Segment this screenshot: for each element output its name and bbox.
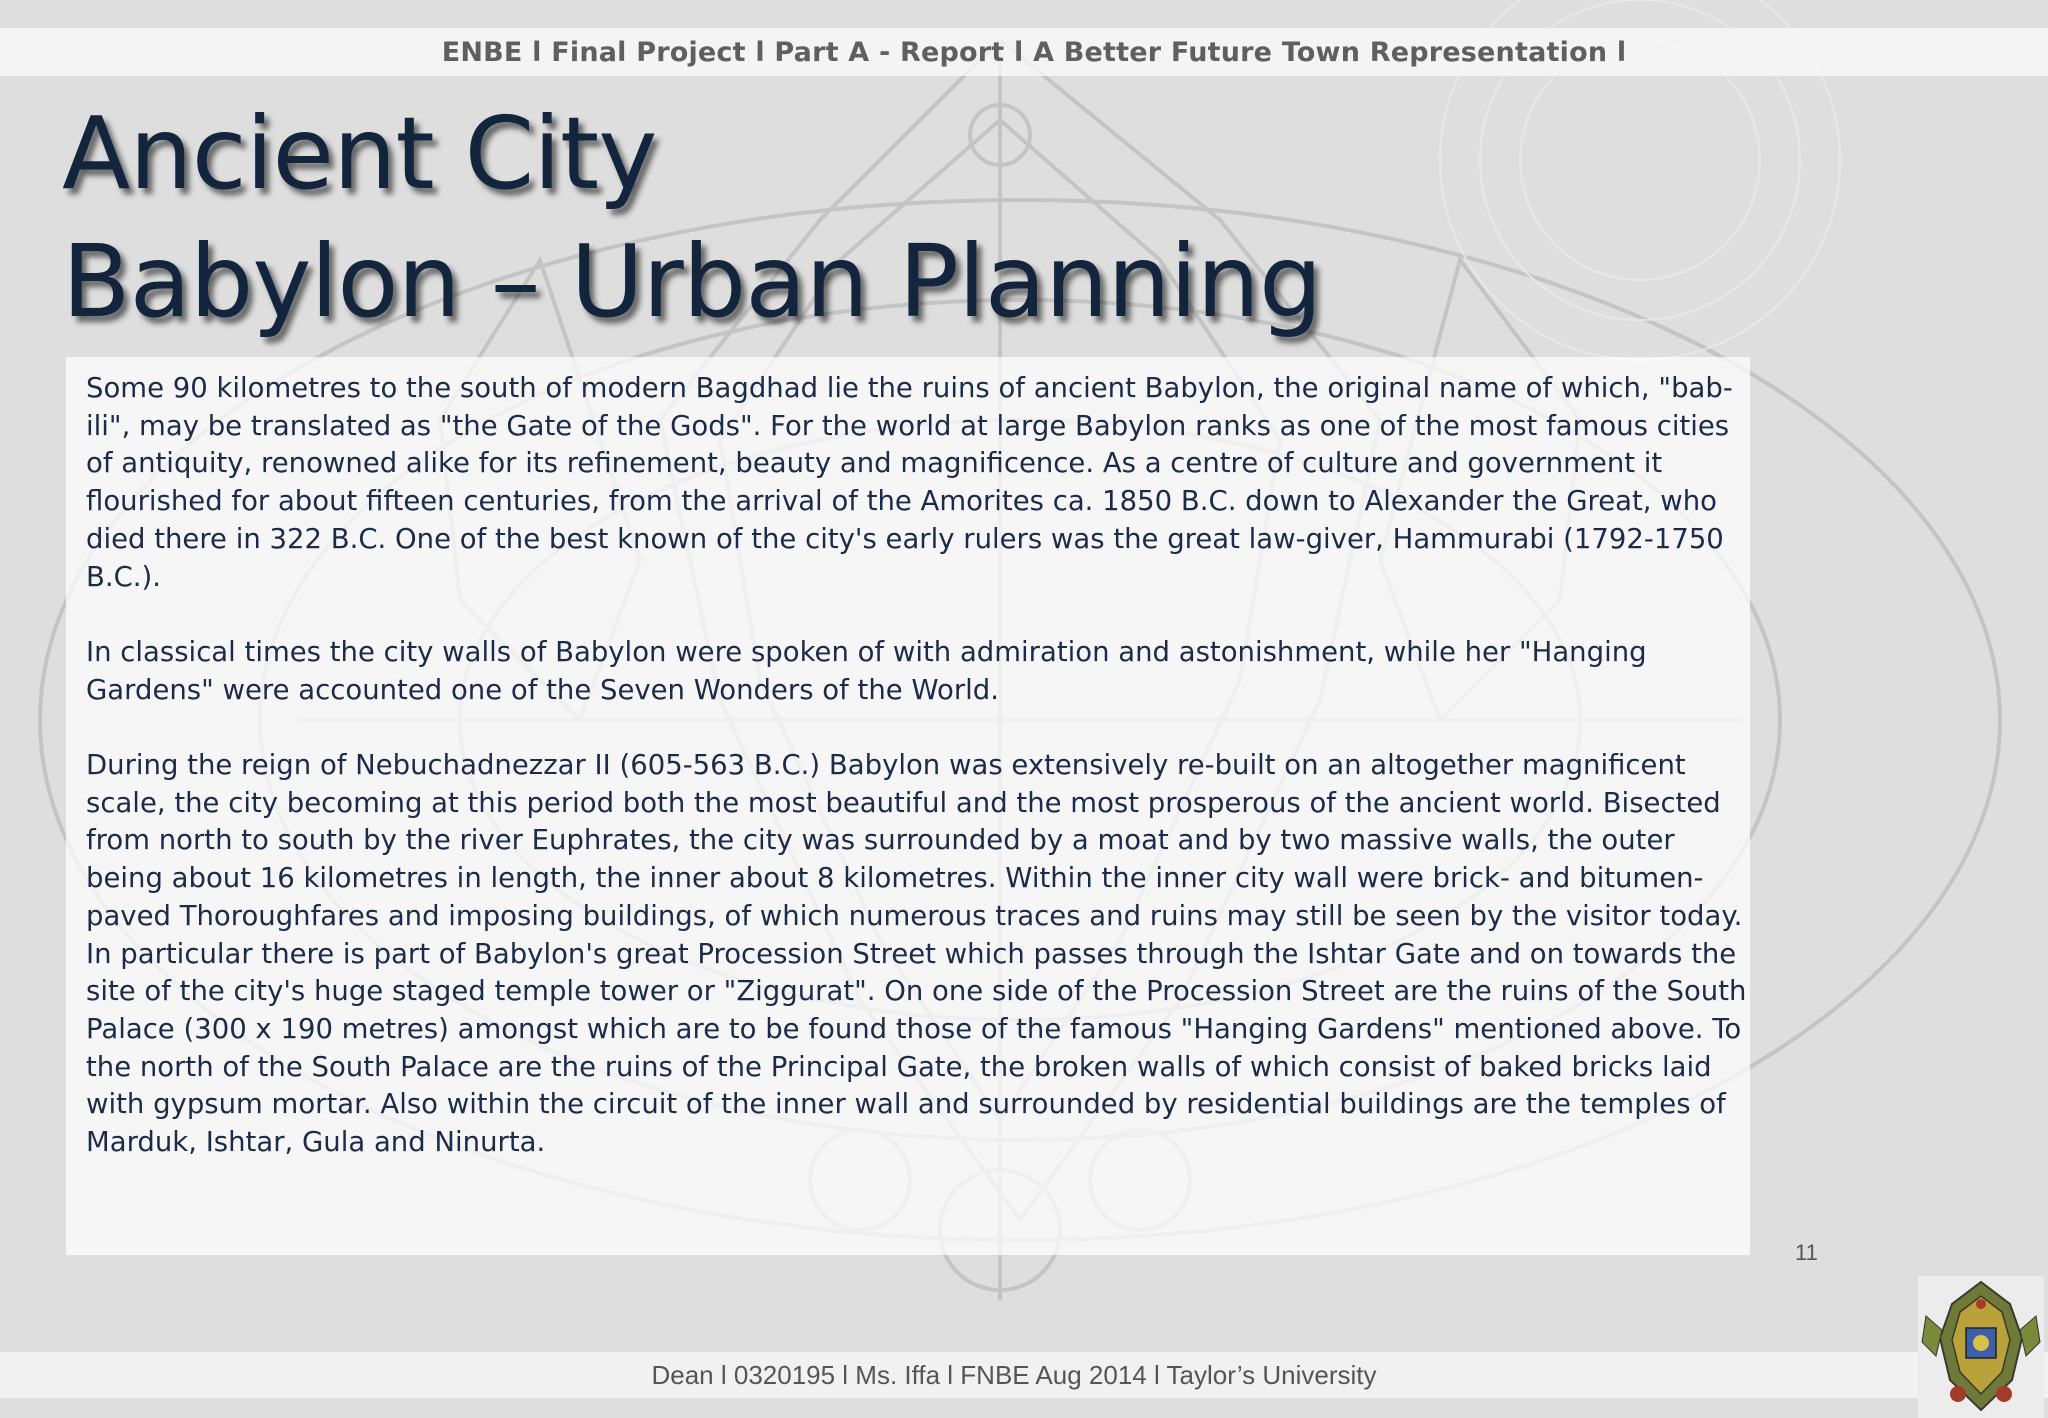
page-number: 11 xyxy=(1795,1240,1818,1265)
header-text: ENBE l Final Project l Part A - Report l A Better Future Town Representation l xyxy=(441,36,1627,68)
paragraph: In classical times the city walls of Babylon were spoken of with admiration and astonishment, while her "Hanging Gardens" were accounted one of the Seven Wonders of the World. xyxy=(86,635,1647,706)
header-band xyxy=(0,28,2048,76)
body-text xyxy=(86,370,1756,1199)
page-title-line-2: Babylon – Urban Planning xyxy=(62,223,1322,340)
footer-band xyxy=(0,1352,2048,1398)
footer-text: Dean l 0320195 l Ms. Iffa l FNBE Aug 2014 l Taylor’s University xyxy=(651,1359,1377,1390)
paragraph: Some 90 kilometres to the south of modern Bagdhad lie the ruins of ancient Babylon, the original name of which, "bab-ili", may be translated as "the Gate of the Gods". For the world at large Babylon ranks as one of the most famous cities of antiquity, renowned alike for its refinement, beauty and magnificence. As a centre of culture and government it flourished for about fifteen centuries, from the arrival of the Amorites ca. 1850 B.C. down to Alexander the Great, who died there in 322 B.C. One of the best known of the city's early rulers was the great law-giver, Hammurabi (1792-1750 B.C.). xyxy=(86,372,1733,593)
paragraph: During the reign of Nebuchadnezzar II (605-563 B.C.) Babylon was extensively re-built on an altogether magnificent scale, the city becoming at this period both the most beautiful and the most prosperous of the ancient world. Bisected from north to south by the river Euphrates, the city was surrounded by a moat and by two massive walls, the outer being about 16 kilometres in length, the inner about 8 kilometres. Within the inner city wall were brick- and bitumen-paved Thoroughfares and imposing buildings, of which numerous traces and ruins may still be seen by the visitor today. In particular there is part of Babylon's great Procession Street which passes through the Ishtar Gate and on towards the site of the city's huge staged temple tower or "Ziggurat". On one side of the Procession Street are the ruins of the South Palace (300 x 190 metres) amongst which are to be found those of the famous "Hanging Gardens" mentioned above. To the north of the South Palace are the ruins of the Principal Gate, the broken walls of which consist of baked bricks laid with gypsum mortar. Also within the circuit of the inner wall and surrounded by residential buildings are the temples of Marduk, Ishtar, Gula and Ninurta. xyxy=(86,749,1747,1159)
page-title-line-1: Ancient City xyxy=(62,95,657,212)
babylon-plan-thumbnail-icon xyxy=(1918,1276,2044,1418)
